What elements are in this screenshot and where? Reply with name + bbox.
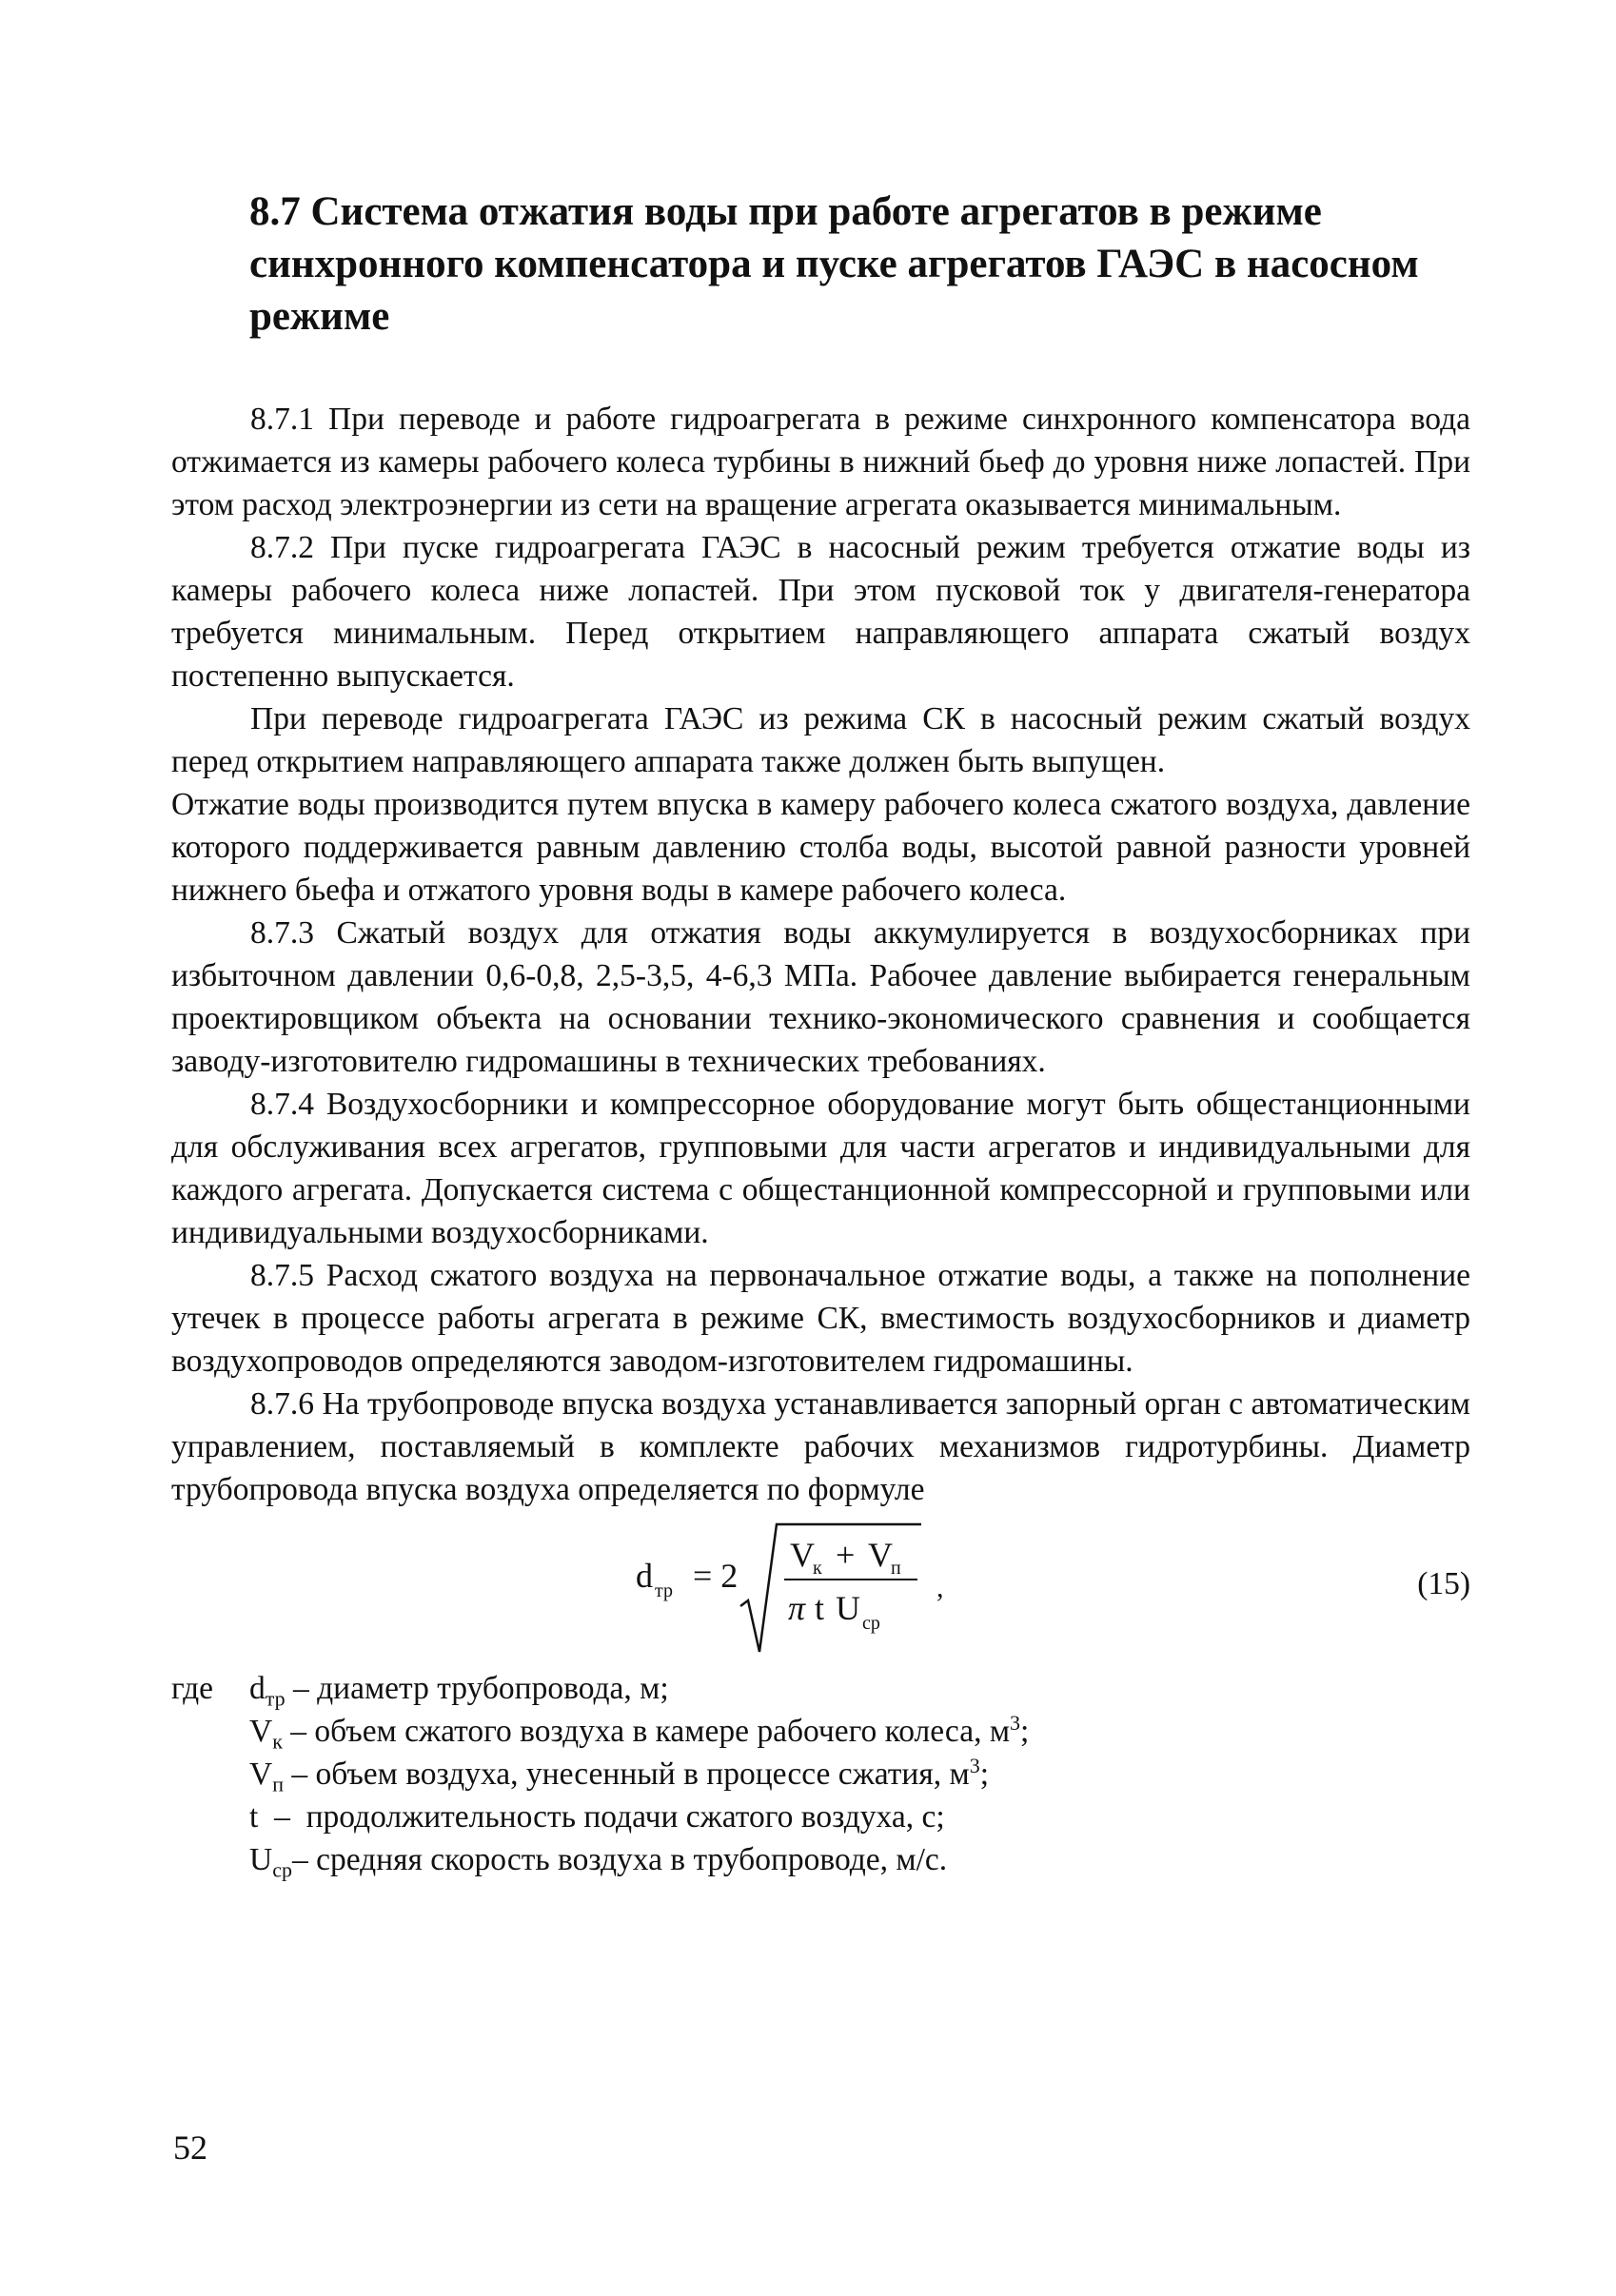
definition-text: t – продолжительность подачи сжатого воздуха, с; <box>249 1799 945 1835</box>
paragraph-8-7-4: 8.7.4 Воздухосборники и компрессорное оборудование могут быть общестанционными для обслуживания всех агрегатов, групповыми для части агрегатов и индивидуальными для каждого агрегата. Допускается система с общестанционной компрессорной и групповыми или индивидуальными воздухосборниками. <box>171 1087 1470 1250</box>
paragraph-8-7-5: 8.7.5 Расход сжатого воздуха на первоначальное отжатие воды, а также на пополнение утечек в процессе работы агрегата в режиме СК, вместимость воздухосборников и диаметр воздухопроводов определяются заводом-изготовителем гидромашины. <box>171 1258 1470 1379</box>
formula-row <box>171 1519 1470 1654</box>
formula-lhs-sub: тр <box>655 1580 673 1601</box>
document-page <box>171 186 1470 1881</box>
definition-row <box>171 1667 1470 1710</box>
paragraph-8-7-2: 8.7.2 При пуске гидроагрегата ГАЭС в насосный режим требуется отжатие воды из камеры рабочего колеса ниже лопастей. При этом пусковой ток у двигателя-генератора требуется минимальным. Перед открытием направляющего аппарата сжатый воздух постепенно выпускается. <box>171 530 1470 694</box>
numerator-v2-sub: п <box>891 1558 901 1579</box>
numerator-plus: + <box>836 1536 856 1574</box>
formula-lhs: d <box>636 1557 653 1595</box>
definition-row <box>171 1838 1470 1881</box>
definitions-list <box>171 1667 1470 1881</box>
denominator-t: t <box>815 1589 825 1627</box>
section-heading: 8.7 Система отжатия воды при работе агрегатов в режиме синхронного компенсатора и пуске агрегатов ГАЭС в насосном режиме <box>249 189 1419 339</box>
page-number: 52 <box>173 2129 207 2167</box>
paragraph-water-displacement: Отжатие воды производится путем впуска в камеру рабочего колеса сжатого воздуха, давление которого поддерживается равным давлению столба воды, высотой равной разности уровней нижнего бьефа и отжатого уровня воды в камере рабочего колеса. <box>171 787 1470 908</box>
numerator-v1: V <box>790 1536 815 1574</box>
definition-text: $V_п$ – объем воздуха, унесенный в процессе сжатия, $м^3$; <box>249 1753 989 1796</box>
numerator-v1-sub: к <box>813 1558 822 1579</box>
denominator-u: U <box>836 1589 860 1627</box>
definition-text: $V_к$ – объем сжатого воздуха в камере рабочего колеса, $м^3$; <box>249 1710 1030 1754</box>
numerator-v2: V <box>868 1536 893 1574</box>
denominator-u-sub: ср <box>862 1613 880 1634</box>
where-label: где <box>171 1671 213 1706</box>
paragraph-sk-mode: При переводе гидроагрегата ГАЭС из режима СК в насосный режим сжатый воздух перед открытием направляющего аппарата также должен быть выпущен. <box>171 701 1470 779</box>
pipe-diameter-formula <box>636 1519 1016 1654</box>
equation-number: (15) <box>1417 1566 1470 1601</box>
formula-equals-coef: = 2 <box>693 1557 739 1595</box>
definition-row <box>171 1753 1470 1796</box>
paragraph-8-7-1: 8.7.1 При переводе и работе гидроагрегата в режиме синхронного компенсатора вода отжимается из камеры рабочего колеса турбины в нижний бьеф до уровня ниже лопастей. При этом расход электроэнергии из сети на вращение агрегата оказывается минимальным. <box>171 402 1470 522</box>
paragraph-8-7-3: 8.7.3 Сжатый воздух для отжатия воды аккумулируется в воздухосборниках при избыточном давлении 0,6-0,8, 2,5-3,5, 4-6,3 МПа. Рабочее давление выбирается генеральным проектировщиком объекта на основании технико-экономического сравнения и сообщается заводу-изготовителю гидромашины в технических требованиях. <box>171 915 1470 1079</box>
denominator-pi: π <box>788 1589 806 1627</box>
radical-sign <box>740 1524 921 1652</box>
paragraph-8-7-6: 8.7.6 На трубопроводе впуска воздуха устанавливается запорный орган с автоматическим управлением, поставляемый в комплекте рабочих механизмов гидротурбины. Диаметр трубопровода впуска воздуха определяется по формуле <box>171 1386 1470 1507</box>
definition-text: $d_{тр}$ – диаметр трубопровода, м; <box>249 1671 669 1711</box>
formula-trailing-comma: , <box>936 1572 944 1603</box>
definition-row <box>171 1710 1470 1753</box>
definition-row <box>171 1796 1470 1838</box>
definition-text: $U_{ср}-$ средняя скорость воздуха в трубопроводе, м/с. <box>249 1842 948 1882</box>
